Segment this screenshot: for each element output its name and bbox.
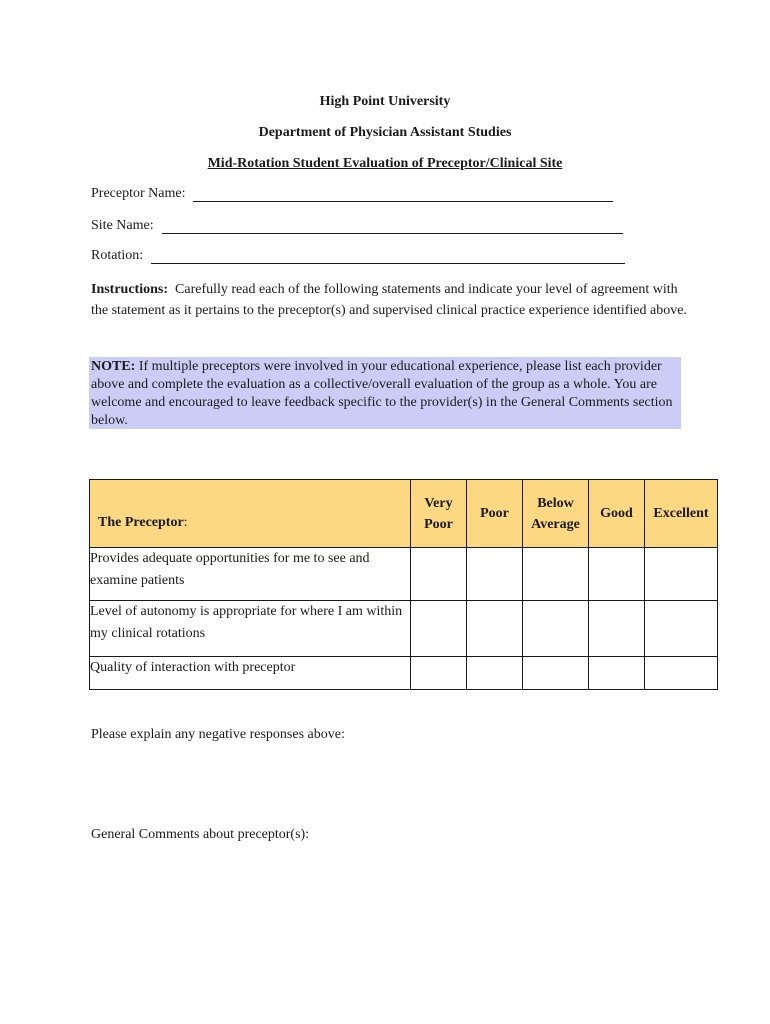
table-header-row bbox=[90, 480, 718, 548]
rating-cell-good[interactable] bbox=[589, 657, 645, 690]
column-good bbox=[589, 480, 645, 548]
column-poor-label: Poor bbox=[480, 506, 509, 521]
column-good-label: Good bbox=[600, 506, 633, 521]
preceptor-name-field[interactable] bbox=[193, 187, 613, 202]
rating-cell-below-average[interactable] bbox=[523, 657, 589, 690]
column-very-poor bbox=[411, 480, 467, 548]
column-excellent bbox=[645, 480, 718, 548]
negative-responses-prompt: Please explain any negative responses above: bbox=[91, 727, 345, 742]
site-name-field[interactable] bbox=[162, 219, 623, 234]
question-cell: Provides adequate opportunities for me to see and examine patients bbox=[90, 548, 411, 601]
preceptor-name-label: Preceptor Name: bbox=[91, 186, 186, 201]
rating-cell-below-average[interactable] bbox=[523, 601, 589, 657]
instructions-text: Carefully read each of the following statements and indicate your level of agreement with the statement as it pertains to the preceptor(s) and supervised clinical practice experience identified above. bbox=[91, 282, 687, 318]
site-name-row bbox=[91, 218, 623, 234]
column-very-poor-line1: Very bbox=[424, 495, 453, 511]
rating-cell-good[interactable] bbox=[589, 601, 645, 657]
rating-cell-very-poor[interactable] bbox=[411, 657, 467, 690]
department-title: Department of Physician Assistant Studies bbox=[258, 125, 512, 140]
rating-cell-very-poor[interactable] bbox=[411, 601, 467, 657]
note-label: NOTE: bbox=[91, 359, 136, 374]
preceptor-column-header bbox=[90, 480, 411, 548]
general-comments-prompt: General Comments about preceptor(s): bbox=[91, 827, 310, 842]
rating-cell-poor[interactable] bbox=[467, 657, 523, 690]
instructions-label: Instructions: bbox=[91, 282, 169, 297]
question-cell: Level of autonomy is appropriate for where I am within my clinical rotations bbox=[90, 601, 411, 657]
instructions bbox=[91, 279, 691, 321]
rating-cell-very-poor[interactable] bbox=[411, 548, 467, 601]
column-below-average bbox=[523, 480, 589, 548]
note-box bbox=[89, 357, 681, 429]
rating-cell-excellent[interactable] bbox=[645, 657, 718, 690]
column-below-average-line2: Average bbox=[531, 516, 580, 532]
rotation-row bbox=[91, 248, 625, 264]
rating-cell-good[interactable] bbox=[589, 548, 645, 601]
rotation-field[interactable] bbox=[151, 249, 625, 264]
university-title: High Point University bbox=[319, 94, 451, 109]
rating-cell-excellent[interactable] bbox=[645, 548, 718, 601]
column-excellent-label: Excellent bbox=[653, 506, 709, 521]
preceptor-evaluation-table bbox=[89, 479, 718, 690]
rating-cell-poor[interactable] bbox=[467, 601, 523, 657]
preceptor-name-row bbox=[91, 186, 613, 202]
table-row bbox=[90, 548, 718, 601]
column-below-average-line1: Below bbox=[537, 495, 574, 511]
question-cell: Quality of interaction with preceptor bbox=[90, 657, 411, 690]
rating-cell-excellent[interactable] bbox=[645, 601, 718, 657]
preceptor-heading-colon: : bbox=[183, 515, 188, 530]
rating-cell-below-average[interactable] bbox=[523, 548, 589, 601]
table-row bbox=[90, 601, 718, 657]
form-title: Mid-Rotation Student Evaluation of Preceptor/Clinical Site bbox=[207, 156, 563, 171]
rotation-label: Rotation: bbox=[91, 248, 144, 263]
table-row bbox=[90, 657, 718, 690]
preceptor-heading-text: The Preceptor bbox=[98, 515, 184, 530]
rating-cell-poor[interactable] bbox=[467, 548, 523, 601]
note-text: If multiple preceptors were involved in your educational experience, please list each provider above and complete the evaluation as a collective/overall evaluation of the group as a whole. You are welcome and encouraged to leave feedback specific to the provider(s) in the General Comments section below. bbox=[91, 359, 673, 428]
column-very-poor-line2: Poor bbox=[424, 516, 453, 532]
site-name-label: Site Name: bbox=[91, 218, 154, 233]
column-poor bbox=[467, 480, 523, 548]
